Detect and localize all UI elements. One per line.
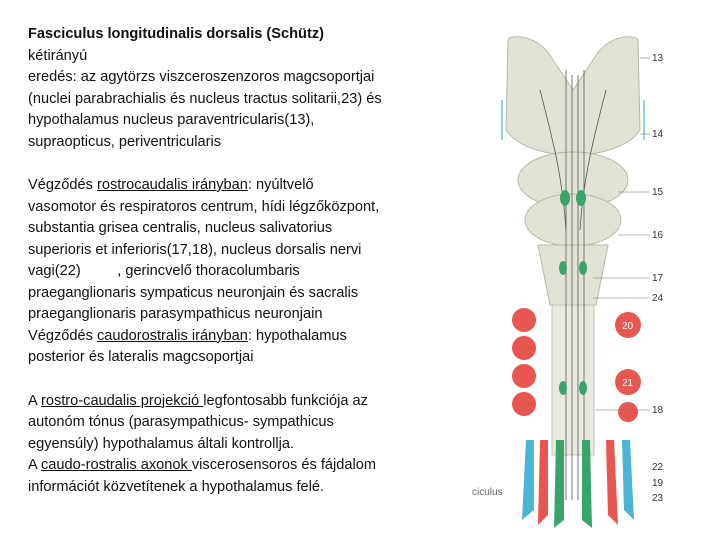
text-line [28,455,448,477]
text-fragment: : nyúltvelő [247,177,314,193]
text-line: supraopticus, periventricularis [28,133,222,150]
underlined-term: caudo-rostralis axonok [40,457,192,473]
text-line [28,391,448,413]
text-fragment: A [28,457,41,473]
text-line: autonóm tónus (parasympathicus- sympathicus [28,414,334,430]
figure-label: 20 [622,321,634,332]
figure-caption: ciculus [472,487,503,498]
text-line: (nuclei parabrachialis és nucleus tractus solitarii,23) és [28,90,382,107]
figure-label: 18 [652,405,664,416]
figure-label: 15 [652,187,664,198]
figure-label: 19 [652,478,664,489]
text-line: posterior és lateralis magcsoportjai [28,349,254,365]
text-line: kétirányú [28,47,88,64]
figure-label: 17 [652,273,664,284]
text-fragment: Végződés [28,327,97,344]
figure-label: 21 [622,378,634,389]
text-line: praeganglionaris parasympathicus neuronjain [28,306,323,322]
figure-labels [468,30,688,540]
text-fragment: Végződés [28,177,97,193]
text-fragment: A [28,392,41,409]
text-line: vasomotor és respiratoros centrum, hídi légzőközpont, [28,198,380,215]
figure-label: 16 [652,230,664,241]
underlined-term: rostro-caudalis projekció [40,392,204,409]
text-line: substantia grisea centralis, nucleus salivatorius [28,220,333,236]
paragraph-gap [28,153,448,175]
text-line [28,326,448,348]
text-fragment: : hypothalamus [247,327,347,344]
text-line: egyensúly) hypothalamus általi kontrollja. [28,435,295,452]
text-fragment: legfontosabb funkciója az [203,392,368,409]
paragraph-gap [28,369,448,391]
underlined-term: rostrocaudalis irányban [96,177,248,193]
text-line: praeganglionaris sympaticus neuronjain és sacralis [28,284,359,301]
text-line: információt közvetítenek a hypothalamus felé. [28,478,325,495]
section-title: Fasciculus longitudinalis dorsalis (Schütz) [28,26,324,42]
text-fragment: viscerosensoros és fájdalom [191,457,376,473]
figure-label: 23 [652,493,664,504]
figure-label: 24 [652,293,664,304]
figure-label: 13 [652,53,664,64]
text-line: hypothalamus nucleus paraventricularis(13), [28,112,315,128]
text-line: vagi(22) , gerincvelő thoracolumbaris [28,263,300,279]
text-line: superioris et inferioris(17,18), nucleus dorsalis nervi [28,241,362,258]
anatomy-figure [468,30,688,540]
underlined-term: caudorostralis irányban [96,327,248,344]
figure-label: 22 [652,462,664,473]
text-line: eredés: az agytörzs viszceroszenzoros magcsoportjai [28,69,375,85]
text-line [28,175,448,197]
text-column [28,24,448,498]
figure-label: 14 [652,129,664,140]
